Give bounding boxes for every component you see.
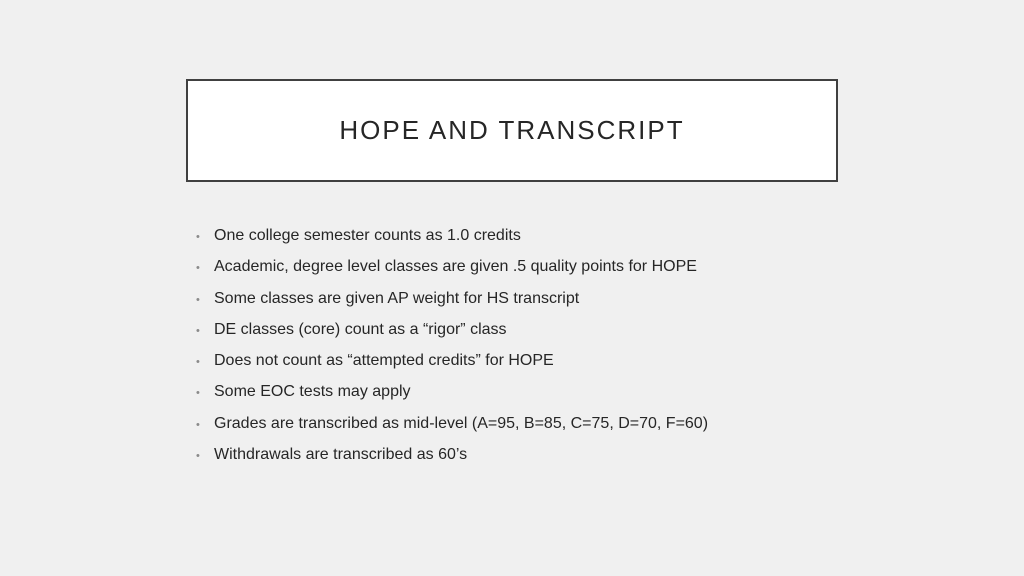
bullet-text: One college semester counts as 1.0 credits <box>214 227 521 244</box>
bullet-dot-icon: • <box>196 418 200 431</box>
bullet-dot-icon: • <box>196 231 200 243</box>
bullet-dot-icon: • <box>196 450 200 463</box>
bullet-item <box>196 222 916 253</box>
bullet-text: Some classes are given AP weight for HS transcript <box>214 289 580 307</box>
title-box <box>186 79 838 182</box>
bullet-item <box>196 253 916 284</box>
bullet-text: DE classes (core) count as a “rigor” class <box>214 320 507 338</box>
bullet-item <box>196 316 916 347</box>
bullet-text: Grades are transcribed as mid-level (A=95, B=85, C=75, D=70, F=60) <box>214 414 709 432</box>
bullet-text: Does not count as “attempted credits” for HOPE <box>214 352 554 370</box>
bullet-item <box>196 441 916 472</box>
bullet-text: Some EOC tests may apply <box>214 383 411 401</box>
bullet-item <box>196 285 916 316</box>
bullet-item <box>196 410 916 441</box>
slide-title: HOPE AND TRANSCRIPT <box>339 115 685 145</box>
bullet-text: Withdrawals are transcribed as 60’s <box>214 446 468 464</box>
bullet-dot-icon: • <box>196 356 200 369</box>
bullet-item <box>196 347 916 378</box>
bullet-list <box>196 222 916 472</box>
bullet-dot-icon: • <box>196 387 200 400</box>
bullet-dot-icon: • <box>196 262 200 275</box>
bullet-dot-icon: • <box>196 293 200 306</box>
bullet-text: Academic, degree level classes are given .5 quality points for HOPE <box>214 258 697 276</box>
bullet-item <box>196 378 916 409</box>
bullet-dot-icon: • <box>196 324 200 337</box>
